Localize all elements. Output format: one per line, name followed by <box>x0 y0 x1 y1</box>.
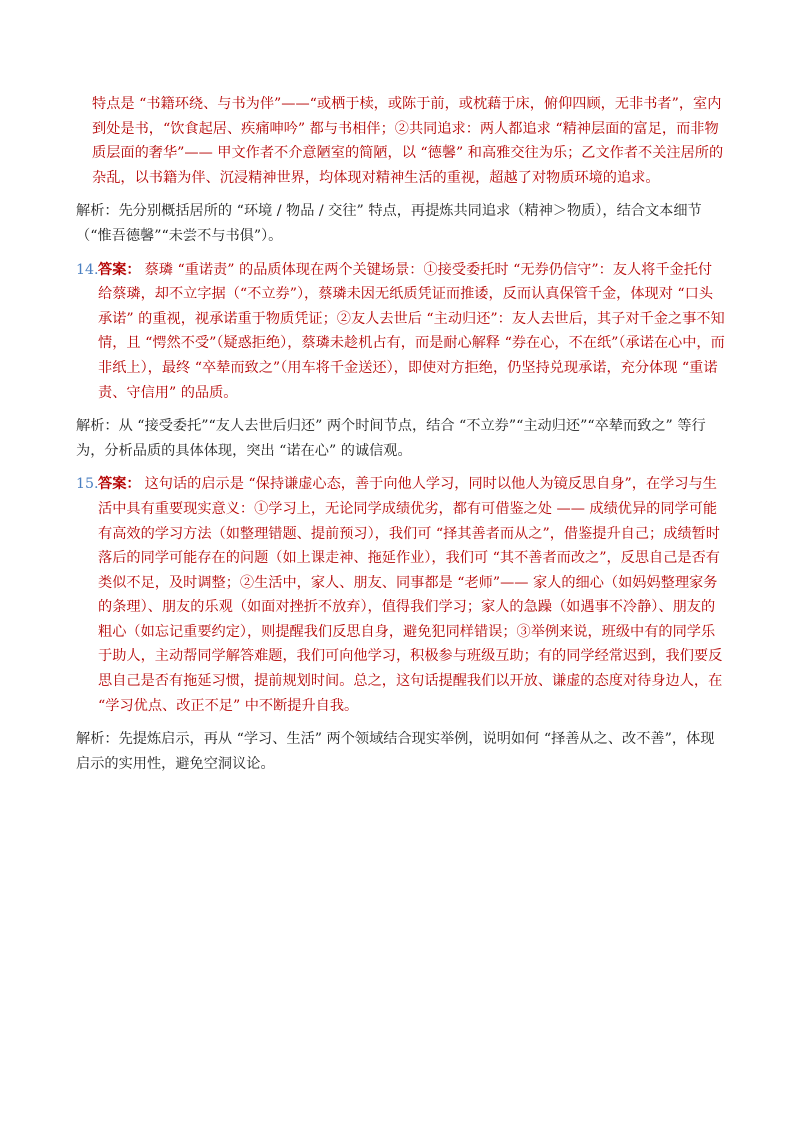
q14-analysis: 解析：从 “接受委托”“友人去世后归还” 两个时间节点，结合 “不立券”“主动归还”“卒辇而致之” 等行为，分析品质的具体体现，突出 “诺在心” 的诚信观。 <box>76 418 706 459</box>
q15-answer-label: 答案： <box>98 476 141 493</box>
q15-answer <box>98 472 726 718</box>
q15-answer-text: 这句话的启示是 “保持谦虚心态，善于向他人学习，同时以他人为镜反思自身”，在学习与生活中具有重要现实意义：①学习上，无论同学成绩优劣，都有可借鉴之处 —— 成绩优异的同学可能有高效的学习方法（如整理错题、提前预习），我们可 “择其善者而从之”，借鉴提升自己；成绩暂时落后的同学可能存在的问题（如上课走神、拖延作业），我们可 “其不善者而改之”，反思自己是否有类似不足，及时调整；②生活中，家人、朋友、同事都是 “老师”—— 家人的细心（如妈妈整理家务的条理）、朋友的乐观（如面对挫折不放弃），值得我们学习；家人的急躁（如遇事不冷静）、朋友的粗心（如忘记重要约定），则提醒我们反思自身，避免犯同样错误；③举例来说，班级中有的同学乐于助人，主动帮同学解答难题，我们可向他学习，积极参与班级互助；有的同学经常迟到，我们要反思自己是否有拖延习惯，提前规划时间。总之，这句话提醒我们以开放、谦虚的态度对待身边人，在 “学习优点、改正不足” 中不断提升自我。 <box>98 476 723 714</box>
q14-answer-text: 蔡璘 “重诺责” 的品质体现在两个关键场景：①接受委托时 “无券仍信守”：友人将千金托付给蔡璘，却不立字据（“不立券”），蔡璘未因无纸质凭证而推诿，反而认真保管千金，体现对 “口头承诺” 的重视，视承诺重于物质凭证；②友人去世后 “主动归还”：友人去世后，其子对千金之事不知情，且 “愕然不受”（疑惑拒绝），蔡璘未趁机占有，而是耐心解释 “券在心，不在纸”（承诺在心中，而非纸上），最终 “卒辇而致之”（用车将千金送还），即使对方拒绝，仍坚持兑现承诺，充分体现 “重诺责、守信用” 的品质。 <box>98 261 725 401</box>
q13-analysis: 解析：先分别概括居所的 “环境 / 物品 / 交往” 特点，再提炼共同追求（精神＞物质），结合文本细节（“惟吾德馨”“未尝不与书俱”）。 <box>76 203 702 244</box>
q14-answer <box>98 258 726 406</box>
q15-item <box>76 472 726 718</box>
q13-answer-continuation: 特点是 “书籍环绕、与书为伴”——“或栖于椟，或陈于前，或枕藉于床，俯仰四顾，无非书者”，室内到处是书，“饮食起居、疾痛呻吟” 都与书相伴；②共同追求：两人都追求 “精神层面的富足，而非物质层面的奢华”—— 甲文作者不介意陋室的简陋，以 “德馨” 和高雅交往为乐；乙文作者不关注居所的杂乱，以书籍为伴、沉浸精神世界，均体现对精神生活的重视，超越了对物质环境的追求。 <box>92 96 724 186</box>
q15-number: 15. <box>76 476 99 493</box>
q15-analysis: 解析：先提炼启示，再从 “学习、生活” 两个领域结合现实举例，说明如何 “择善从之、改不善”，体现启示的实用性，避免空洞议论。 <box>76 731 715 772</box>
q14-number: 14. <box>76 261 99 278</box>
q14-item <box>76 258 726 406</box>
q14-answer-label: 答案： <box>98 261 141 278</box>
answer-page <box>76 92 726 785</box>
